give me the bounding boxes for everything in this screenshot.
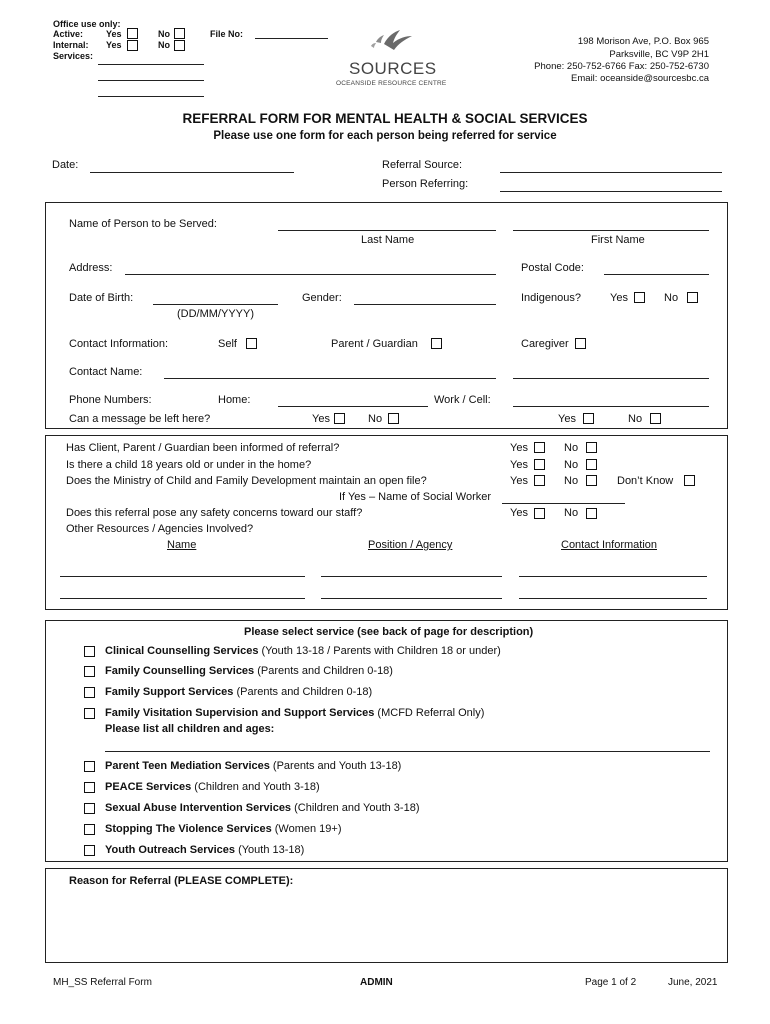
org-phone: Phone: 250-752-6766 Fax: 250-752-6730 bbox=[534, 61, 709, 72]
resource-contact-field-1[interactable] bbox=[519, 576, 707, 577]
dob-field[interactable] bbox=[153, 304, 278, 305]
phone-numbers-label: Phone Numbers: bbox=[69, 394, 152, 406]
internal-yes-checkbox[interactable] bbox=[127, 40, 138, 51]
message-work-yes-label: Yes bbox=[558, 413, 576, 425]
home-label: Home: bbox=[218, 394, 251, 406]
services-line-2[interactable] bbox=[98, 80, 204, 81]
contact-name-field[interactable] bbox=[164, 378, 496, 379]
message-home-no-label: No bbox=[368, 413, 383, 425]
service-checkbox[interactable] bbox=[84, 782, 95, 793]
logo-name: SOURCES bbox=[349, 59, 437, 78]
parent-guardian-checkbox[interactable] bbox=[431, 338, 442, 349]
active-no-label: No bbox=[158, 29, 170, 39]
first-name-field[interactable] bbox=[513, 230, 709, 231]
referral-source-label: Referral Source: bbox=[382, 159, 463, 171]
file-no-label: File No: bbox=[210, 29, 243, 39]
contact-info-label: Contact Information: bbox=[69, 338, 169, 350]
home-phone-field[interactable] bbox=[278, 406, 428, 407]
indigenous-yes-checkbox[interactable] bbox=[634, 292, 645, 303]
address-label: Address: bbox=[69, 262, 113, 274]
referral-source-field[interactable] bbox=[500, 172, 722, 173]
date-field[interactable] bbox=[90, 172, 294, 173]
internal-no-checkbox[interactable] bbox=[174, 40, 185, 51]
reason-label: Reason for Referral (PLEASE COMPLETE): bbox=[69, 875, 294, 887]
q-informed-yes-checkbox[interactable] bbox=[534, 442, 545, 453]
active-yes-checkbox[interactable] bbox=[127, 28, 138, 39]
self-checkbox[interactable] bbox=[246, 338, 257, 349]
col-contact-header: Contact Information bbox=[561, 539, 657, 551]
birds-icon bbox=[366, 22, 416, 58]
message-home-no-checkbox[interactable] bbox=[388, 413, 399, 424]
resource-position-field-2[interactable] bbox=[321, 598, 502, 599]
message-label: Can a message be left here? bbox=[69, 413, 211, 425]
q-child-no-checkbox[interactable] bbox=[586, 459, 597, 470]
caregiver-checkbox[interactable] bbox=[575, 338, 586, 349]
q-ministry-dontknow-label: Don’t Know bbox=[617, 475, 674, 487]
file-no-field[interactable] bbox=[255, 38, 328, 39]
person-referring-label: Person Referring: bbox=[382, 178, 469, 190]
q-child-yes-checkbox[interactable] bbox=[534, 459, 545, 470]
q-other-resources: Other Resources / Agencies Involved? bbox=[66, 523, 254, 535]
indigenous-yes-label: Yes bbox=[610, 292, 628, 304]
q-safety-no-checkbox[interactable] bbox=[586, 508, 597, 519]
q-ministry: Does the Ministry of Child and Family Development maintain an open file? bbox=[66, 475, 427, 487]
form-title: REFERRAL FORM FOR MENTAL HEALTH & SOCIAL SERVICES bbox=[182, 111, 588, 126]
service-checkbox[interactable] bbox=[84, 708, 95, 719]
address-field[interactable] bbox=[125, 274, 496, 275]
footer-form-id: MH_SS Referral Form bbox=[53, 977, 152, 988]
contact-name-field-2[interactable] bbox=[513, 378, 709, 379]
services-line-1[interactable] bbox=[98, 64, 204, 65]
first-name-caption: First Name bbox=[591, 234, 645, 246]
col-name-header: Name bbox=[167, 539, 197, 551]
indigenous-no-checkbox[interactable] bbox=[687, 292, 698, 303]
gender-field[interactable] bbox=[354, 304, 496, 305]
postal-code-label: Postal Code: bbox=[521, 262, 584, 274]
q-ministry-no-checkbox[interactable] bbox=[586, 475, 597, 486]
q-ministry-yes-checkbox[interactable] bbox=[534, 475, 545, 486]
form-subtitle: Please use one form for each person being referred for service bbox=[213, 130, 557, 142]
q-safety-yes-checkbox[interactable] bbox=[534, 508, 545, 519]
services-heading: Please select service (see back of page for description) bbox=[244, 626, 534, 638]
q-informed-no-checkbox[interactable] bbox=[586, 442, 597, 453]
services-label: Services: bbox=[53, 51, 94, 61]
resource-name-field-1[interactable] bbox=[60, 576, 305, 577]
resource-position-field-1[interactable] bbox=[321, 576, 502, 577]
internal-label: Internal: bbox=[53, 40, 89, 50]
indigenous-no-label: No bbox=[664, 292, 679, 304]
resource-name-field-2[interactable] bbox=[60, 598, 305, 599]
q-safety: Does this referral pose any safety concerns toward our staff? bbox=[66, 507, 363, 519]
message-work-no-checkbox[interactable] bbox=[650, 413, 661, 424]
children-ages-field[interactable] bbox=[105, 751, 710, 752]
dob-format: (DD/MM/YYYY) bbox=[177, 308, 254, 320]
contact-name-label: Contact Name: bbox=[69, 366, 143, 378]
resource-contact-field-2[interactable] bbox=[519, 598, 707, 599]
gender-label: Gender: bbox=[302, 292, 342, 304]
q-social-worker-label: If Yes – Name of Social Worker bbox=[339, 491, 492, 503]
internal-yes-label: Yes bbox=[106, 40, 122, 50]
postal-code-field[interactable] bbox=[604, 274, 709, 275]
footer-page: Page 1 of 2 bbox=[585, 977, 637, 988]
active-label: Active: bbox=[53, 29, 84, 39]
internal-no-label: No bbox=[158, 40, 170, 50]
q-ministry-dontknow-checkbox[interactable] bbox=[684, 475, 695, 486]
indigenous-label: Indigenous? bbox=[521, 292, 581, 304]
last-name-field[interactable] bbox=[278, 230, 496, 231]
service-checkbox[interactable] bbox=[84, 803, 95, 814]
name-label: Name of Person to be Served: bbox=[69, 218, 217, 230]
active-yes-label: Yes bbox=[106, 29, 122, 39]
message-home-yes-checkbox[interactable] bbox=[334, 413, 345, 424]
parent-guardian-label: Parent / Guardian bbox=[331, 338, 418, 350]
q-child-yes-label: Yes bbox=[510, 459, 528, 471]
social-worker-field[interactable] bbox=[502, 503, 625, 504]
service-checkbox[interactable] bbox=[84, 646, 95, 657]
footer-admin: ADMIN bbox=[360, 977, 393, 988]
office-use-title: Office use only: bbox=[53, 19, 121, 29]
caregiver-label: Caregiver bbox=[521, 338, 569, 350]
message-home-yes-label: Yes bbox=[312, 413, 330, 425]
service-checkbox[interactable] bbox=[84, 845, 95, 856]
message-work-yes-checkbox[interactable] bbox=[583, 413, 594, 424]
self-label: Self bbox=[218, 338, 237, 350]
q-informed-no-label: No bbox=[564, 442, 579, 454]
services-line-3[interactable] bbox=[98, 96, 204, 97]
date-label: Date: bbox=[52, 159, 79, 171]
col-position-header: Position / Agency bbox=[368, 539, 453, 551]
work-cell-field[interactable] bbox=[513, 406, 709, 407]
q-safety-yes-label: Yes bbox=[510, 507, 528, 519]
org-address-1: 198 Morison Ave, P.O. Box 965 bbox=[577, 36, 709, 47]
last-name-caption: Last Name bbox=[361, 234, 415, 246]
children-ages-label: Please list all children and ages: bbox=[105, 723, 275, 735]
q-ministry-no-label: No bbox=[564, 475, 579, 487]
q-informed: Has Client, Parent / Guardian been informed of referral? bbox=[66, 442, 340, 454]
q-safety-no-label: No bbox=[564, 507, 579, 519]
q-child-no-label: No bbox=[564, 459, 579, 471]
q-informed-yes-label: Yes bbox=[510, 442, 528, 454]
q-child: Is there a child 18 years old or under in the home? bbox=[66, 459, 312, 471]
org-email: Email: oceanside@sourcesbc.ca bbox=[571, 73, 709, 84]
service-checkbox[interactable] bbox=[84, 687, 95, 698]
service-checkbox[interactable] bbox=[84, 666, 95, 677]
org-address-2: Parksville, BC V9P 2H1 bbox=[609, 49, 709, 60]
work-cell-label: Work / Cell: bbox=[434, 394, 491, 406]
service-checkbox[interactable] bbox=[84, 761, 95, 772]
person-referring-field[interactable] bbox=[500, 191, 722, 192]
logo-subname: OCEANSIDE RESOURCE CENTRE bbox=[336, 80, 447, 87]
q-ministry-yes-label: Yes bbox=[510, 475, 528, 487]
footer-date: June, 2021 bbox=[668, 977, 718, 988]
dob-label: Date of Birth: bbox=[69, 292, 134, 304]
service-checkbox[interactable] bbox=[84, 824, 95, 835]
message-work-no-label: No bbox=[628, 413, 643, 425]
active-no-checkbox[interactable] bbox=[174, 28, 185, 39]
